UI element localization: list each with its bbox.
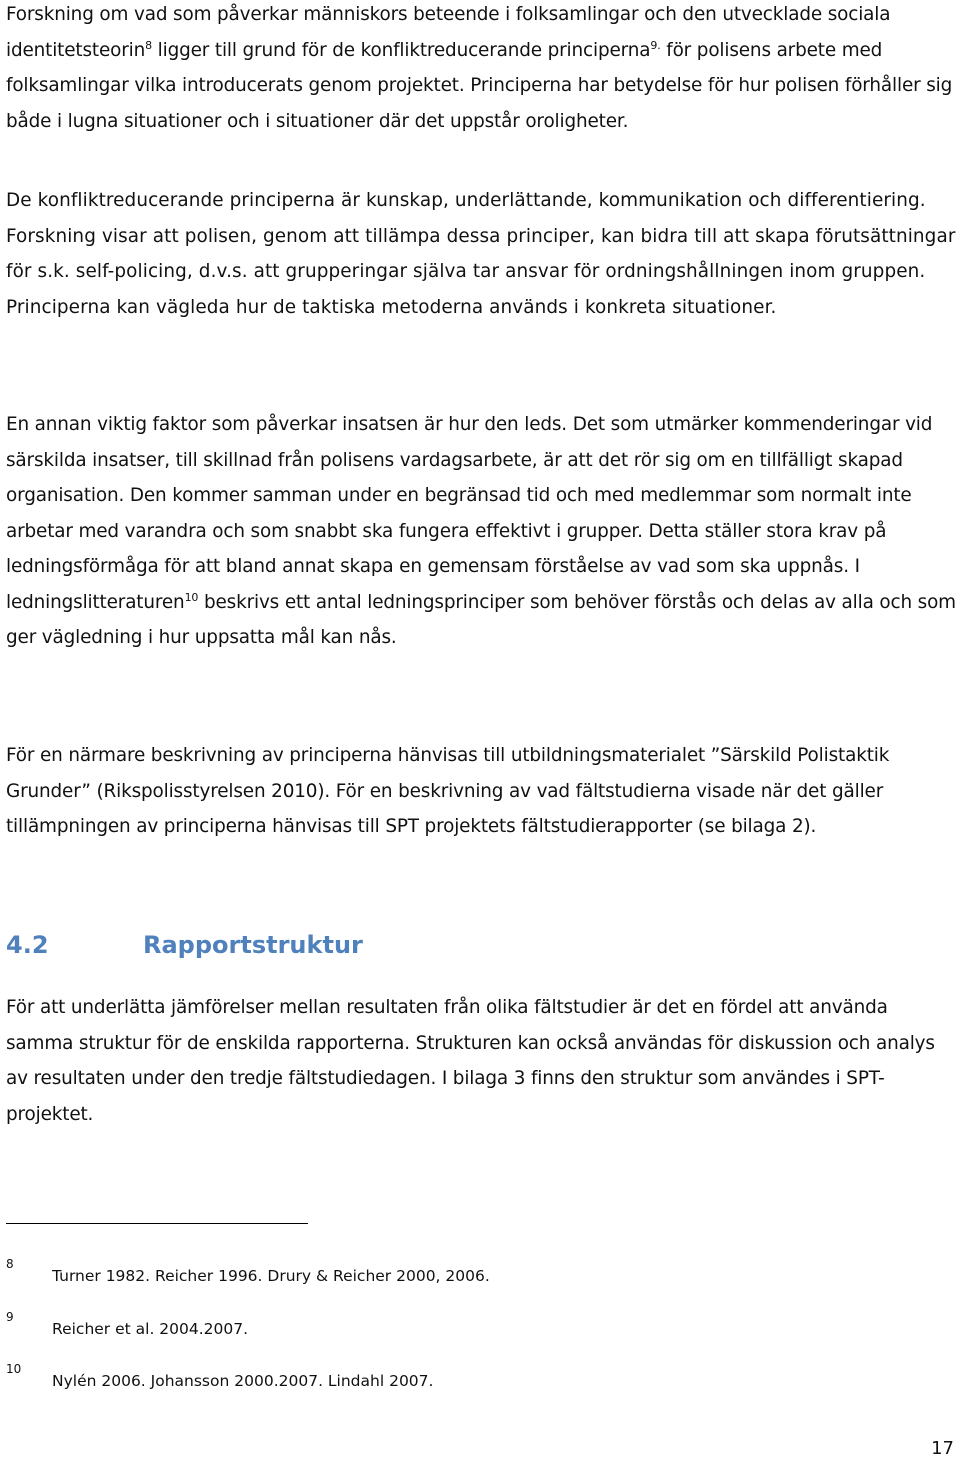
paragraph-text: beskrivs ett antal ledningsprinciper som behöver förstås och delas av alla och som ger vägledning i hur uppsatta mål kan nås. — [6, 591, 956, 648]
footnote-text: Turner 1982. Reicher 1996. Drury & Reicher 2000, 2006. — [52, 1267, 490, 1285]
section-title: Rapportstruktur — [143, 931, 363, 959]
footnote-text: Nylén 2006. Johansson 2000.2007. Lindahl 2007. — [52, 1372, 434, 1390]
footnote-8 — [6, 1257, 606, 1287]
footnote-ref-10[interactable]: 10 — [184, 590, 199, 604]
footnote-10 — [6, 1362, 606, 1392]
paragraph-text: Forskning om vad som påverkar människors beteende i folksamlingar och den utvecklade sociala identitetsteorin — [6, 4, 891, 61]
paragraph-text: för polisens arbete med folksamlingar vilka introducerats genom projektet. Principerna har betydelse för hur polisen förhåller sig både i lugna situationer och i situationer där det uppstår oroligheter. — [6, 39, 953, 132]
page-number: 17 — [931, 1438, 954, 1459]
section-heading — [6, 925, 363, 965]
footnote-number: 10 — [6, 1362, 22, 1376]
paragraph-leadership — [6, 407, 958, 656]
paragraph-principles: De konfliktreducerande principerna är kunskap, underlättande, kommunikation och differentiering. Forskning visar att polisen, genom att tillämpa dessa principer, kan bidra till att skapa förutsättningar för s.k. self-policing, d.v.s. att grupperingar själva tar ansvar för ordningshållningen inom gruppen. Principerna kan vägleda hur de taktiska metoderna används i konkreta situationer. — [6, 190, 956, 318]
paragraph-report-structure: För att underlätta jämförelser mellan resultaten från olika fältstudier är det en fördel att använda samma struktur för de enskilda rapporterna. Strukturen kan också användas för diskussion och analys av resultaten under den tredje fältstudiedagen. I bilaga 3 finns den struktur som användes i SPT-projektet. — [6, 997, 935, 1125]
paragraph-text: En annan viktig faktor som påverkar insatsen är hur den leds. Det som utmärker kommenderingar vid särskilda insatser, till skillnad från polisens vardagsarbete, är att det rör sig om en tillfälligt skapad organisation. Den kommer samman under en begränsad tid och med medlemmar som normalt inte arbetar med varandra och som snabbt ska fungera effektivt i grupper. Detta ställer stora krav på ledningsförmåga för att bland annat skapa en gemensam förståelse av vad som ska uppnås. I ledningslitteraturen — [6, 414, 933, 613]
footnote-ref-8[interactable]: 8 — [145, 38, 152, 52]
paragraph-references: För en närmare beskrivning av principerna hänvisas till utbildningsmaterialet ”Särskild Polistaktik Grunder” (Rikspolisstyrelsen 2010). För en beskrivning av vad fältstudierna visade när det gäller tillämpningen av principerna hänvisas till SPT projektets fältstudierapporter (se bilaga 2). — [6, 745, 890, 837]
footnote-number: 8 — [6, 1257, 14, 1271]
footnote-9 — [6, 1310, 606, 1340]
paragraph-social-identity — [6, 0, 958, 139]
paragraph-text: ligger till grund för de konfliktreducerande principerna — [151, 39, 651, 61]
section-number: 4.2 — [6, 931, 49, 959]
footnote-separator — [6, 1223, 308, 1224]
footnote-ref-9[interactable]: 9. — [650, 38, 661, 52]
footnote-number: 9 — [6, 1310, 14, 1324]
footnote-text: Reicher et al. 2004.2007. — [52, 1320, 249, 1338]
